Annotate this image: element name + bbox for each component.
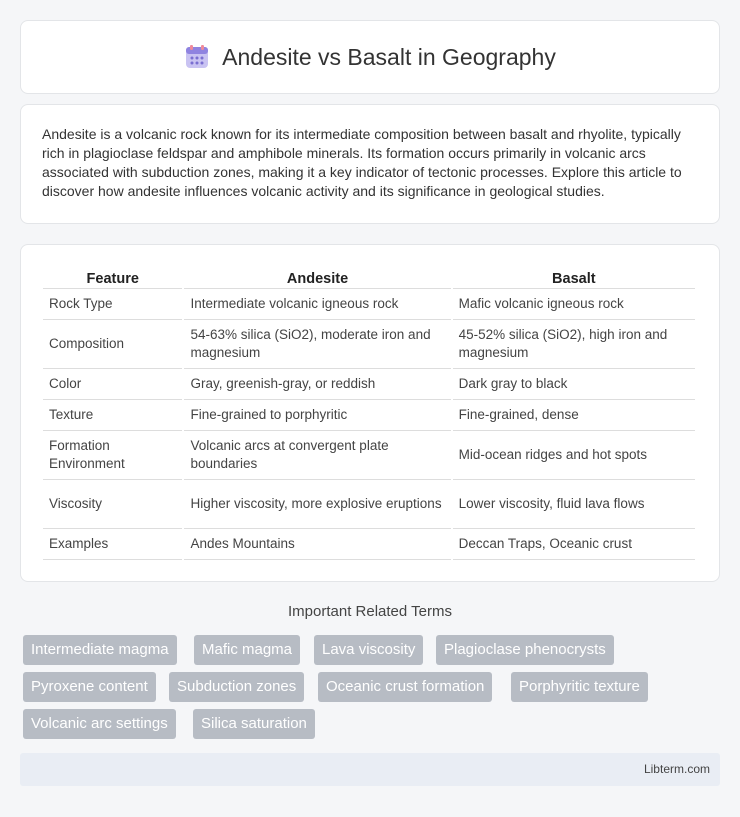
table-cell: Viscosity	[43, 480, 182, 529]
table-cell: Formation Environment	[43, 431, 182, 480]
table-cell: Color	[43, 369, 182, 400]
intro-card	[20, 104, 720, 224]
table-cell: 45-52% silica (SiO2), high iron and magnesium	[453, 320, 695, 369]
related-terms-title: Important Related Terms	[288, 603, 452, 620]
term-tag[interactable]: Pyroxene content	[23, 672, 156, 702]
table-cell: Mafic volcanic igneous rock	[453, 289, 695, 320]
table-row	[43, 480, 695, 529]
table-cell: Rock Type	[43, 289, 182, 320]
table-header: Andesite	[184, 267, 450, 289]
term-tag[interactable]: Volcanic arc settings	[23, 709, 176, 739]
term-tag[interactable]: Silica saturation	[193, 709, 315, 739]
table-cell: Intermediate volcanic igneous rock	[184, 289, 450, 320]
table-cell: Lower viscosity, fluid lava flows	[453, 480, 695, 529]
term-tag[interactable]: Lava viscosity	[314, 635, 423, 665]
term-tag[interactable]: Plagioclase phenocrysts	[436, 635, 614, 665]
table-header: Basalt	[453, 267, 695, 289]
table-cell: Mid-ocean ridges and hot spots	[453, 431, 695, 480]
term-tag[interactable]: Intermediate magma	[23, 635, 177, 665]
table-cell: Composition	[43, 320, 182, 369]
table-cell: Examples	[43, 529, 182, 560]
table-row	[43, 289, 695, 320]
table-row	[43, 369, 695, 400]
calendar-icon	[184, 44, 210, 70]
table-row	[43, 529, 695, 560]
comparison-table-card	[20, 244, 720, 582]
table-cell: Texture	[43, 400, 182, 431]
page-title: Andesite vs Basalt in Geography	[222, 43, 556, 70]
table-header-row	[43, 267, 695, 289]
table-row	[43, 320, 695, 369]
table-cell: Fine-grained to porphyritic	[184, 400, 450, 431]
table-cell: 54-63% silica (SiO2), moderate iron and magnesium	[184, 320, 450, 369]
table-cell: Dark gray to black	[453, 369, 695, 400]
intro-text: Andesite is a volcanic rock known for its intermediate composition between basalt and rhyolite, typically rich in plagioclase feldspar and amphibole minerals. Its formation occurs primarily in volcanic arcs associated with subduction zones, making it a key indicator of tectonic processes. Explore this article to discover how andesite influences volcanic activity and its significance in geological studies.	[42, 126, 682, 199]
table-cell: Andes Mountains	[184, 529, 450, 560]
table-cell: Volcanic arcs at convergent plate boundaries	[184, 431, 450, 480]
footer-link[interactable]: Libterm.com	[643, 762, 710, 776]
table-cell: Deccan Traps, Oceanic crust	[453, 529, 695, 560]
header-card	[20, 20, 720, 94]
table-row	[43, 400, 695, 431]
table-cell: Higher viscosity, more explosive eruptions	[184, 480, 450, 529]
comparison-table	[41, 267, 697, 560]
table-header: Feature	[43, 267, 182, 289]
table-row	[43, 431, 695, 480]
term-tag[interactable]: Subduction zones	[169, 672, 304, 702]
term-tag[interactable]: Oceanic crust formation	[318, 672, 492, 702]
term-tag[interactable]: Porphyritic texture	[511, 672, 648, 702]
table-cell: Fine-grained, dense	[453, 400, 695, 431]
term-tag[interactable]: Mafic magma	[194, 635, 300, 665]
table-cell: Gray, greenish-gray, or reddish	[184, 369, 450, 400]
footer	[20, 753, 720, 786]
